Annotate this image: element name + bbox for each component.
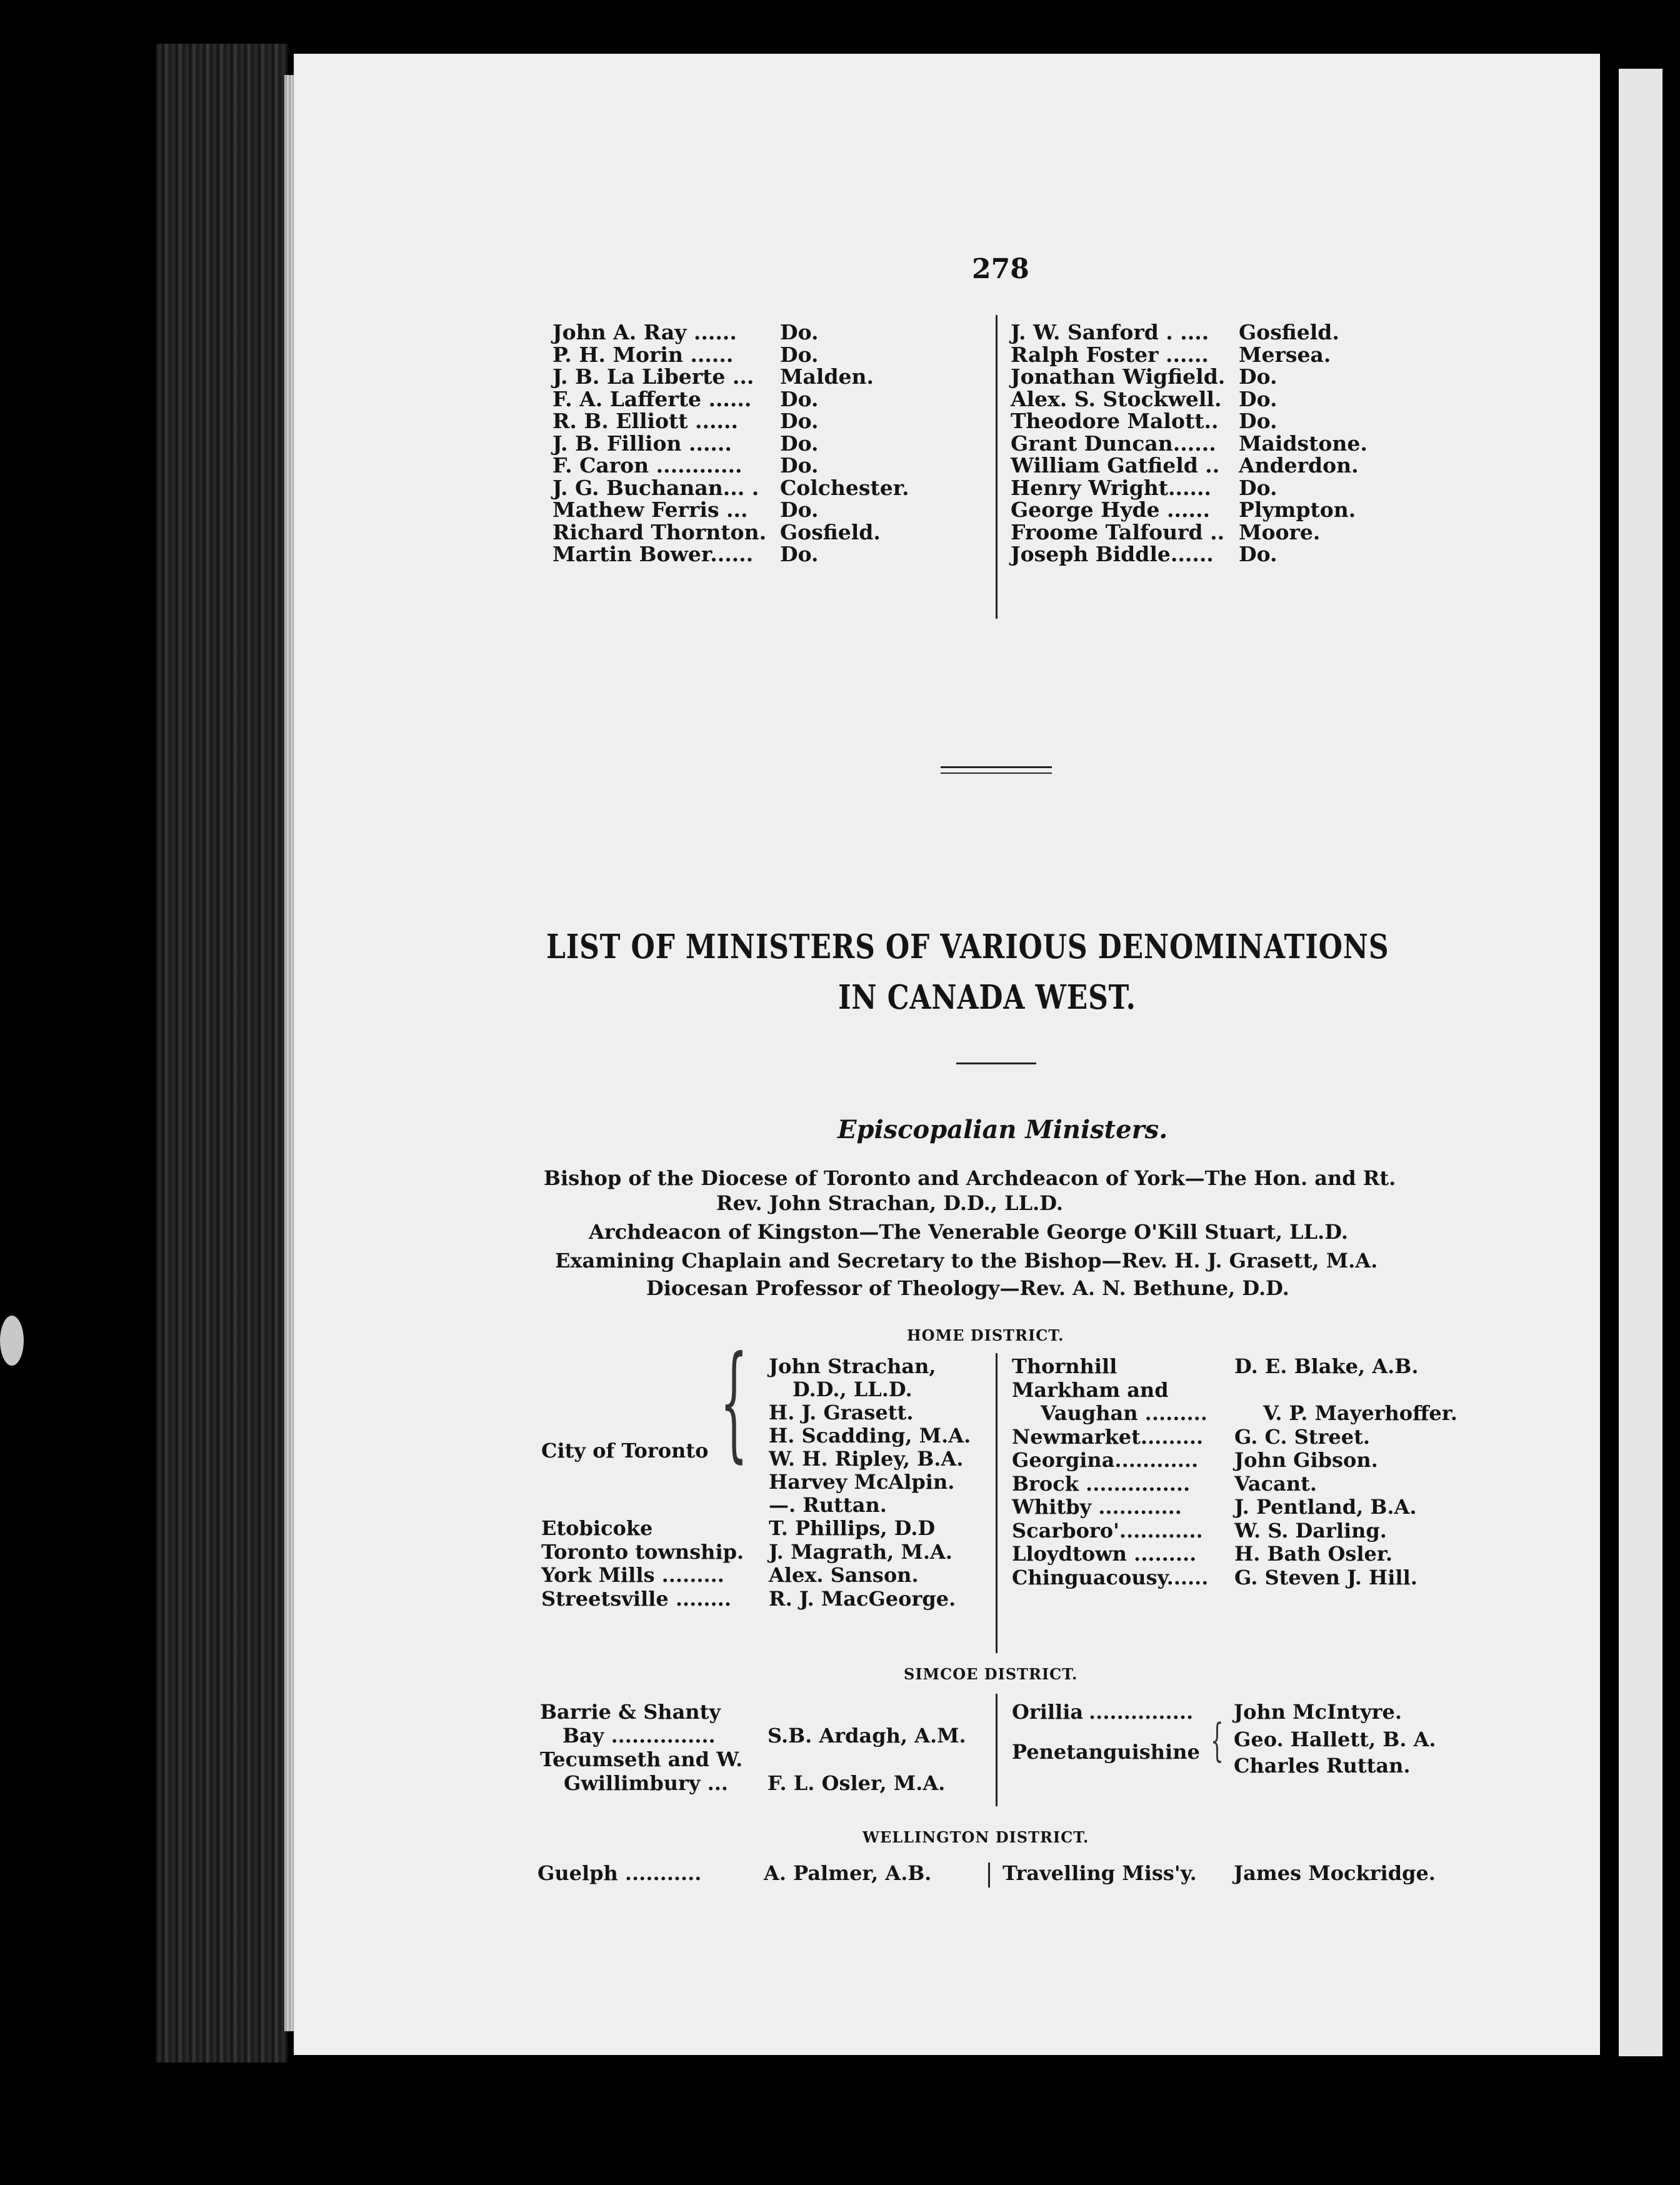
book-spine — [156, 44, 288, 2062]
minister-place: Do. — [780, 431, 819, 456]
minister-name: Henry Wright...... — [1011, 475, 1211, 500]
minister-name: R. J. MacGeorge. — [769, 1586, 956, 1611]
table-row — [1012, 1426, 1458, 1449]
table-row — [540, 1724, 966, 1748]
minister-name: H. Scadding, M.A. — [769, 1424, 971, 1448]
table-row — [552, 477, 909, 499]
minister-name: Richard Thornton. — [552, 519, 767, 544]
table-row — [552, 432, 909, 455]
brace-icon: { — [720, 1329, 748, 1475]
table-row — [552, 321, 909, 344]
table-row — [1011, 410, 1368, 432]
minister-name: G. Steven J. Hill. — [1234, 1565, 1418, 1589]
place-name: Bay ............... — [562, 1724, 716, 1748]
minister-name: F. Caron ............ — [552, 453, 742, 478]
section-heading: Episcopalian Ministers. — [838, 1115, 1168, 1144]
penetanguishine-minister: Charles Ruttan. — [1234, 1754, 1411, 1778]
minister-name: F. A. Lafferte ...... — [552, 386, 752, 411]
table-row — [552, 410, 909, 432]
short-rule — [956, 1062, 1036, 1064]
minister-place: Do. — [1239, 364, 1278, 389]
place-name: Markham and — [1012, 1378, 1169, 1402]
minister-name: J. Magrath, M.A. — [769, 1539, 952, 1564]
minister-name: —. Ruttan. — [769, 1493, 887, 1517]
table-row — [540, 1771, 966, 1795]
list-title-line1: LIST OF MINISTERS OF VARIOUS DENOMINATIONS — [546, 928, 1389, 966]
intro-line: Bishop of the Diocese of Toronto and Archdeacon of York—The Hon. and Rt. — [544, 1166, 1396, 1190]
table-row — [1011, 477, 1368, 499]
scan-smudge — [0, 1316, 24, 1366]
place-name: Thornhill — [1012, 1354, 1118, 1378]
minister-name: Alex. Sanson. — [769, 1563, 919, 1587]
minister-name: T. Phillips, D.D — [769, 1516, 936, 1540]
table-row — [541, 1517, 956, 1541]
table-row — [1012, 1402, 1458, 1426]
table-row — [552, 543, 909, 566]
table-row — [540, 1700, 966, 1724]
minister-name: John A. Ray ...... — [552, 320, 737, 344]
place-name: Etobicoke — [541, 1516, 653, 1540]
minister-name: Grant Duncan...... — [1011, 431, 1216, 456]
place-name: Newmarket......... — [1012, 1424, 1204, 1449]
intro-line: Rev. John Strachan, D.D., LL.D. — [716, 1191, 1063, 1215]
minister-name: J. Pentland, B.A. — [1234, 1495, 1417, 1519]
intro-line: Diocesan Professor of Theology—Rev. A. N. Bethune, D.D. — [646, 1276, 1289, 1300]
district-heading: HOME DISTRICT. — [907, 1326, 1064, 1344]
minister-name: W. H. Ripley, B.A. — [769, 1447, 964, 1471]
minister-name: W. S. Darling. — [1234, 1518, 1387, 1542]
table-row — [1011, 388, 1368, 411]
city-ministers — [769, 1355, 971, 1517]
table-row — [540, 1748, 966, 1771]
penetanguishine-place: Penetanguishine — [1012, 1740, 1200, 1764]
table-row — [1011, 521, 1368, 544]
page-number: 278 — [972, 253, 1029, 285]
wellington-left-place: Guelph ........... — [538, 1861, 702, 1885]
table-row — [1012, 1449, 1458, 1472]
top-list-left — [552, 321, 909, 566]
table-row — [1012, 1542, 1458, 1566]
place-name: Georgina............ — [1012, 1448, 1199, 1472]
facing-page-edge — [1619, 69, 1662, 2056]
minister-place: Do. — [1239, 475, 1278, 500]
table-row — [769, 1471, 971, 1494]
penetanguishine-minister: Geo. Hallett, B. A. — [1234, 1728, 1436, 1751]
minister-place: Do. — [780, 386, 819, 411]
list-title-line2: IN CANADA WEST. — [838, 978, 1136, 1017]
table-row — [1011, 499, 1368, 521]
place-name: Streetsville ........ — [541, 1586, 731, 1611]
column-divider — [988, 1862, 990, 1888]
table-row — [1012, 1355, 1458, 1379]
table-row — [1011, 344, 1368, 366]
minister-name: J. W. Sanford . .... — [1011, 320, 1209, 344]
table-row — [769, 1494, 971, 1517]
wellington-right-minister: James Mockridge. — [1234, 1861, 1436, 1885]
minister-name: R. B. Elliott ...... — [552, 409, 738, 433]
minister-name: Alex. S. Stockwell. — [1011, 386, 1222, 411]
place-name: Barrie & Shanty — [540, 1700, 721, 1724]
column-divider — [996, 315, 998, 619]
table-row — [541, 1564, 956, 1588]
minister-name: John Strachan, — [769, 1354, 936, 1378]
place-name: Chinguacousy...... — [1012, 1565, 1209, 1589]
table-row — [541, 1541, 956, 1564]
place-name: Brock ............... — [1012, 1471, 1191, 1496]
top-list-right — [1011, 321, 1368, 566]
orillia-minister: John McIntyre. — [1234, 1700, 1402, 1724]
minister-name: J. B. La Liberte ... — [552, 364, 754, 389]
home-right-rows — [1012, 1355, 1458, 1589]
column-divider — [996, 1353, 998, 1653]
minister-name: P. H. Morin ...... — [552, 342, 734, 367]
place-name: Vaughan ......... — [1041, 1401, 1208, 1425]
minister-name: William Gatfield .. — [1011, 453, 1220, 478]
brace-icon: { — [1211, 1714, 1224, 1766]
minister-name: J. G. Buchanan... . — [552, 475, 759, 500]
minister-place: Do. — [780, 498, 819, 522]
minister-place: Do. — [780, 320, 819, 344]
minister-name: Mathew Ferris ... — [552, 498, 748, 522]
table-row — [1011, 366, 1368, 388]
table-row — [1011, 543, 1368, 566]
minister-name: Jonathan Wigfield. — [1011, 364, 1226, 389]
table-row — [769, 1401, 971, 1424]
minister-name: H. Bath Osler. — [1234, 1542, 1392, 1566]
table-row — [552, 499, 909, 521]
minister-place: Do. — [1239, 409, 1278, 433]
minister-place: Do. — [780, 542, 819, 566]
minister-place: Malden. — [780, 364, 874, 389]
column-divider — [996, 1694, 998, 1806]
minister-name: George Hyde ...... — [1011, 498, 1210, 522]
minister-name: Theodore Malott.. — [1011, 409, 1219, 433]
ornamental-rule-bottom — [941, 772, 1052, 774]
minister-place: Do. — [1239, 386, 1278, 411]
intro-line: Archdeacon of Kingston—The Venerable George O'Kill Stuart, LL.D. — [589, 1220, 1349, 1244]
minister-name: Joseph Biddle...... — [1011, 542, 1214, 566]
table-row — [1012, 1472, 1458, 1496]
city-label: City of Toronto — [541, 1439, 709, 1462]
table-row — [1012, 1566, 1458, 1590]
ornamental-rule-top — [941, 766, 1052, 768]
minister-place: Do. — [780, 453, 819, 478]
minister-name: J. B. Fillion ...... — [552, 431, 732, 456]
minister-place: Moore. — [1239, 519, 1321, 544]
minister-place: Gosfield. — [1239, 320, 1339, 344]
minister-place: Gosfield. — [780, 519, 881, 544]
table-row — [552, 521, 909, 544]
intro-line: Examining Chaplain and Secretary to the Bishop—Rev. H. J. Grasett, M.A. — [555, 1249, 1378, 1272]
place-name: Toronto township. — [541, 1539, 744, 1564]
table-row — [541, 1588, 956, 1611]
place-name: Lloydtown ......... — [1012, 1542, 1197, 1566]
minister-name: Froome Talfourd .. — [1011, 519, 1225, 544]
table-row — [1011, 432, 1368, 455]
table-row — [769, 1355, 971, 1378]
place-name: Whitby ............ — [1012, 1495, 1182, 1519]
place-name: Tecumseth and W. — [540, 1748, 743, 1771]
minister-place: Anderdon. — [1239, 453, 1359, 478]
wellington-left-minister: A. Palmer, A.B. — [764, 1861, 932, 1885]
table-row — [769, 1378, 971, 1401]
table-row — [552, 454, 909, 477]
table-row — [552, 388, 909, 411]
minister-name: G. C. Street. — [1234, 1424, 1371, 1449]
minister-place: Plympton. — [1239, 498, 1356, 522]
minister-place: Do. — [1239, 542, 1278, 566]
minister-name: Vacant. — [1234, 1471, 1318, 1496]
table-row — [552, 366, 909, 388]
place-name: Scarboro'............ — [1012, 1518, 1203, 1542]
minister-name: F. L. Osler, M.A. — [768, 1771, 946, 1795]
simcoe-left-rows — [540, 1700, 966, 1795]
minister-name: H. J. Grasett. — [769, 1401, 914, 1424]
table-row — [552, 344, 909, 366]
minister-place: Do. — [780, 342, 819, 367]
table-row — [1011, 321, 1368, 344]
minister-name: D.D., LL.D. — [792, 1378, 912, 1401]
minister-name: John Gibson. — [1234, 1448, 1378, 1472]
minister-place: Maidstone. — [1239, 431, 1368, 456]
district-heading: WELLINGTON DISTRICT. — [862, 1828, 1089, 1846]
minister-place: Colchester. — [780, 475, 909, 500]
wellington-right-place: Travelling Miss'y. — [1002, 1861, 1197, 1885]
district-heading: SIMCOE DISTRICT. — [904, 1665, 1078, 1683]
minister-place: Mersea. — [1239, 342, 1331, 367]
table-row — [1012, 1379, 1458, 1402]
place-name: York Mills ......... — [541, 1563, 724, 1587]
table-row — [1012, 1496, 1458, 1519]
minister-name: V. P. Mayerhoffer. — [1263, 1401, 1458, 1425]
table-row — [1012, 1519, 1458, 1543]
place-name: Gwillimbury ... — [564, 1771, 729, 1795]
minister-name: S.B. Ardagh, A.M. — [768, 1724, 966, 1748]
home-left-rows — [541, 1517, 956, 1611]
minister-place: Do. — [780, 409, 819, 433]
table-row — [1011, 454, 1368, 477]
orillia-place: Orillia — [1012, 1700, 1084, 1724]
minister-name: Martin Bower...... — [552, 542, 754, 566]
minister-name: Ralph Foster ...... — [1011, 342, 1209, 367]
orillia-dots: ............... — [1089, 1700, 1194, 1724]
minister-name: D. E. Blake, A.B. — [1234, 1354, 1419, 1378]
minister-name: Harvey McAlpin. — [769, 1470, 955, 1494]
table-row — [769, 1424, 971, 1448]
table-row — [769, 1448, 971, 1471]
